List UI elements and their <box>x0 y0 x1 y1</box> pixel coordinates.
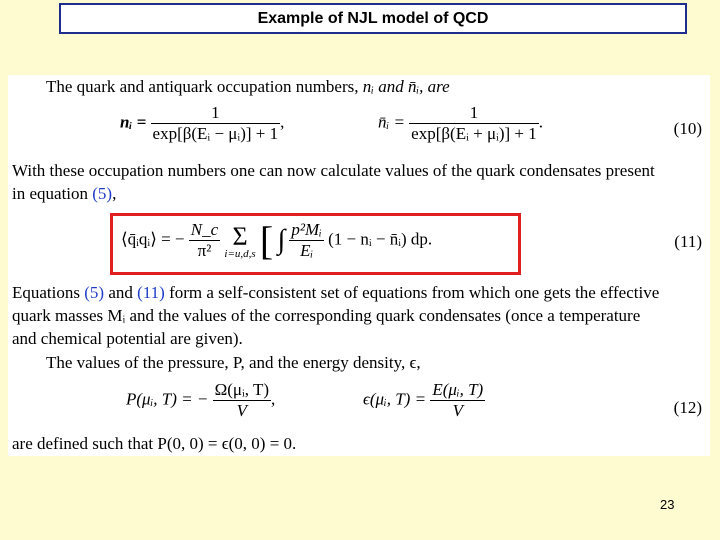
eq12-e-fraction <box>430 380 485 421</box>
eq11-sum-symbol: Σ <box>232 221 248 251</box>
slide-title-box <box>59 3 687 34</box>
line3-pre: in equation <box>12 184 93 203</box>
page-number: 23 <box>660 497 675 512</box>
eq12-number: (12) <box>673 398 702 417</box>
equation-10-nbar: n̄ᵢ = $\frac{1}{\text{exp[β(Eᵢ + μᵢ)] + 1}}$ . <box>378 103 543 143</box>
text-line-4 <box>12 283 659 303</box>
line4-b: and <box>104 283 138 302</box>
eq11-integrand <box>289 220 323 261</box>
paper-excerpt <box>8 75 710 456</box>
eq10-nbar-fraction <box>409 103 539 144</box>
eq11-number: (11) <box>674 232 702 251</box>
eq11-integrand-den: Eᵢ <box>289 240 323 261</box>
line1-vars: nᵢ and n̄ᵢ, are <box>362 77 450 96</box>
eq10-n-den: exp[β(Eᵢ − μᵢ)] + 1 <box>152 124 279 143</box>
eq12-p-den: V <box>213 400 271 421</box>
eq10-number: (10) <box>673 119 702 138</box>
line3-post: , <box>112 184 117 203</box>
eq11-prefactor <box>189 220 220 261</box>
eq11-prefactor-den: π² <box>189 240 220 261</box>
eq10-nbar-lhs: n̄ᵢ = <box>378 112 405 132</box>
eq11-integral: ∫ <box>277 224 286 256</box>
equation-11 <box>121 217 432 264</box>
eq11-sum-subscript: i=u,d,s <box>224 247 256 260</box>
eq11-rest: (1 − nᵢ − n̄ᵢ) dp. <box>328 229 433 249</box>
eq10-n-fraction <box>151 103 281 144</box>
equation-5-link[interactable]: (5) <box>92 184 113 203</box>
eq11-prefactor-num: N_c <box>190 220 219 239</box>
eq11-sum <box>224 222 255 260</box>
line4-a: Equations <box>12 283 85 302</box>
eq10-nbar-den: exp[β(Eᵢ + μᵢ)] + 1 <box>411 124 537 143</box>
eq12-p-lhs: P(μᵢ, T) = − <box>126 389 209 409</box>
eq11-integrand-num: p²Mᵢ <box>291 220 322 239</box>
text-line-6: and chemical potential are given). <box>12 329 243 348</box>
equation-11-link[interactable]: (11) <box>137 283 165 302</box>
line1-text: The quark and antiquark occupation numbers, <box>46 77 363 96</box>
text-line-1 <box>46 77 450 97</box>
equation-10: nᵢ = $\frac{1}{\text{exp[β(Eᵢ − μᵢ)] + 1}}$ , <box>120 103 285 143</box>
eq11-lhs: ⟨q̄ᵢqᵢ⟩ = − <box>121 229 185 249</box>
text-line-7: The values of the pressure, P, and the energy density, ϵ, <box>46 353 421 372</box>
eq11-left-bracket: [ <box>259 218 274 263</box>
eq10-n-lhs: nᵢ = <box>120 112 147 132</box>
eq12-e-num: E(μᵢ, T) <box>432 380 484 399</box>
eq12-e-lhs: ϵ(μᵢ, T) = <box>363 389 427 409</box>
equation-12-energy <box>363 380 485 421</box>
equation-5-link-2[interactable]: (5) <box>84 283 105 302</box>
eq12-p-num: Ω(μᵢ, T) <box>214 380 270 399</box>
line4-c: form a self-consistent set of equations from which one gets the effective <box>164 283 660 302</box>
eq12-e-den: V <box>430 400 485 421</box>
slide-title: Example of NJL model of QCD <box>257 10 489 27</box>
text-line-2: With these occupation numbers one can now calculate values of the quark condensates present <box>12 161 655 180</box>
text-line-3 <box>12 184 116 204</box>
text-line-8: are defined such that P(0, 0) = ϵ(0, 0) = 0. <box>12 434 297 453</box>
equation-12-pressure: P(μᵢ, T) = − $\frac{\text{Ω(μᵢ, T)}}{V}$ , <box>126 380 276 420</box>
eq10-nbar-num: 1 <box>469 103 479 122</box>
text-line-5: quark masses Mᵢ and the values of the corresponding quark condensates (once a temperature <box>12 306 641 325</box>
eq12-p-fraction <box>213 380 271 421</box>
eq10-n-num: 1 <box>211 103 220 122</box>
